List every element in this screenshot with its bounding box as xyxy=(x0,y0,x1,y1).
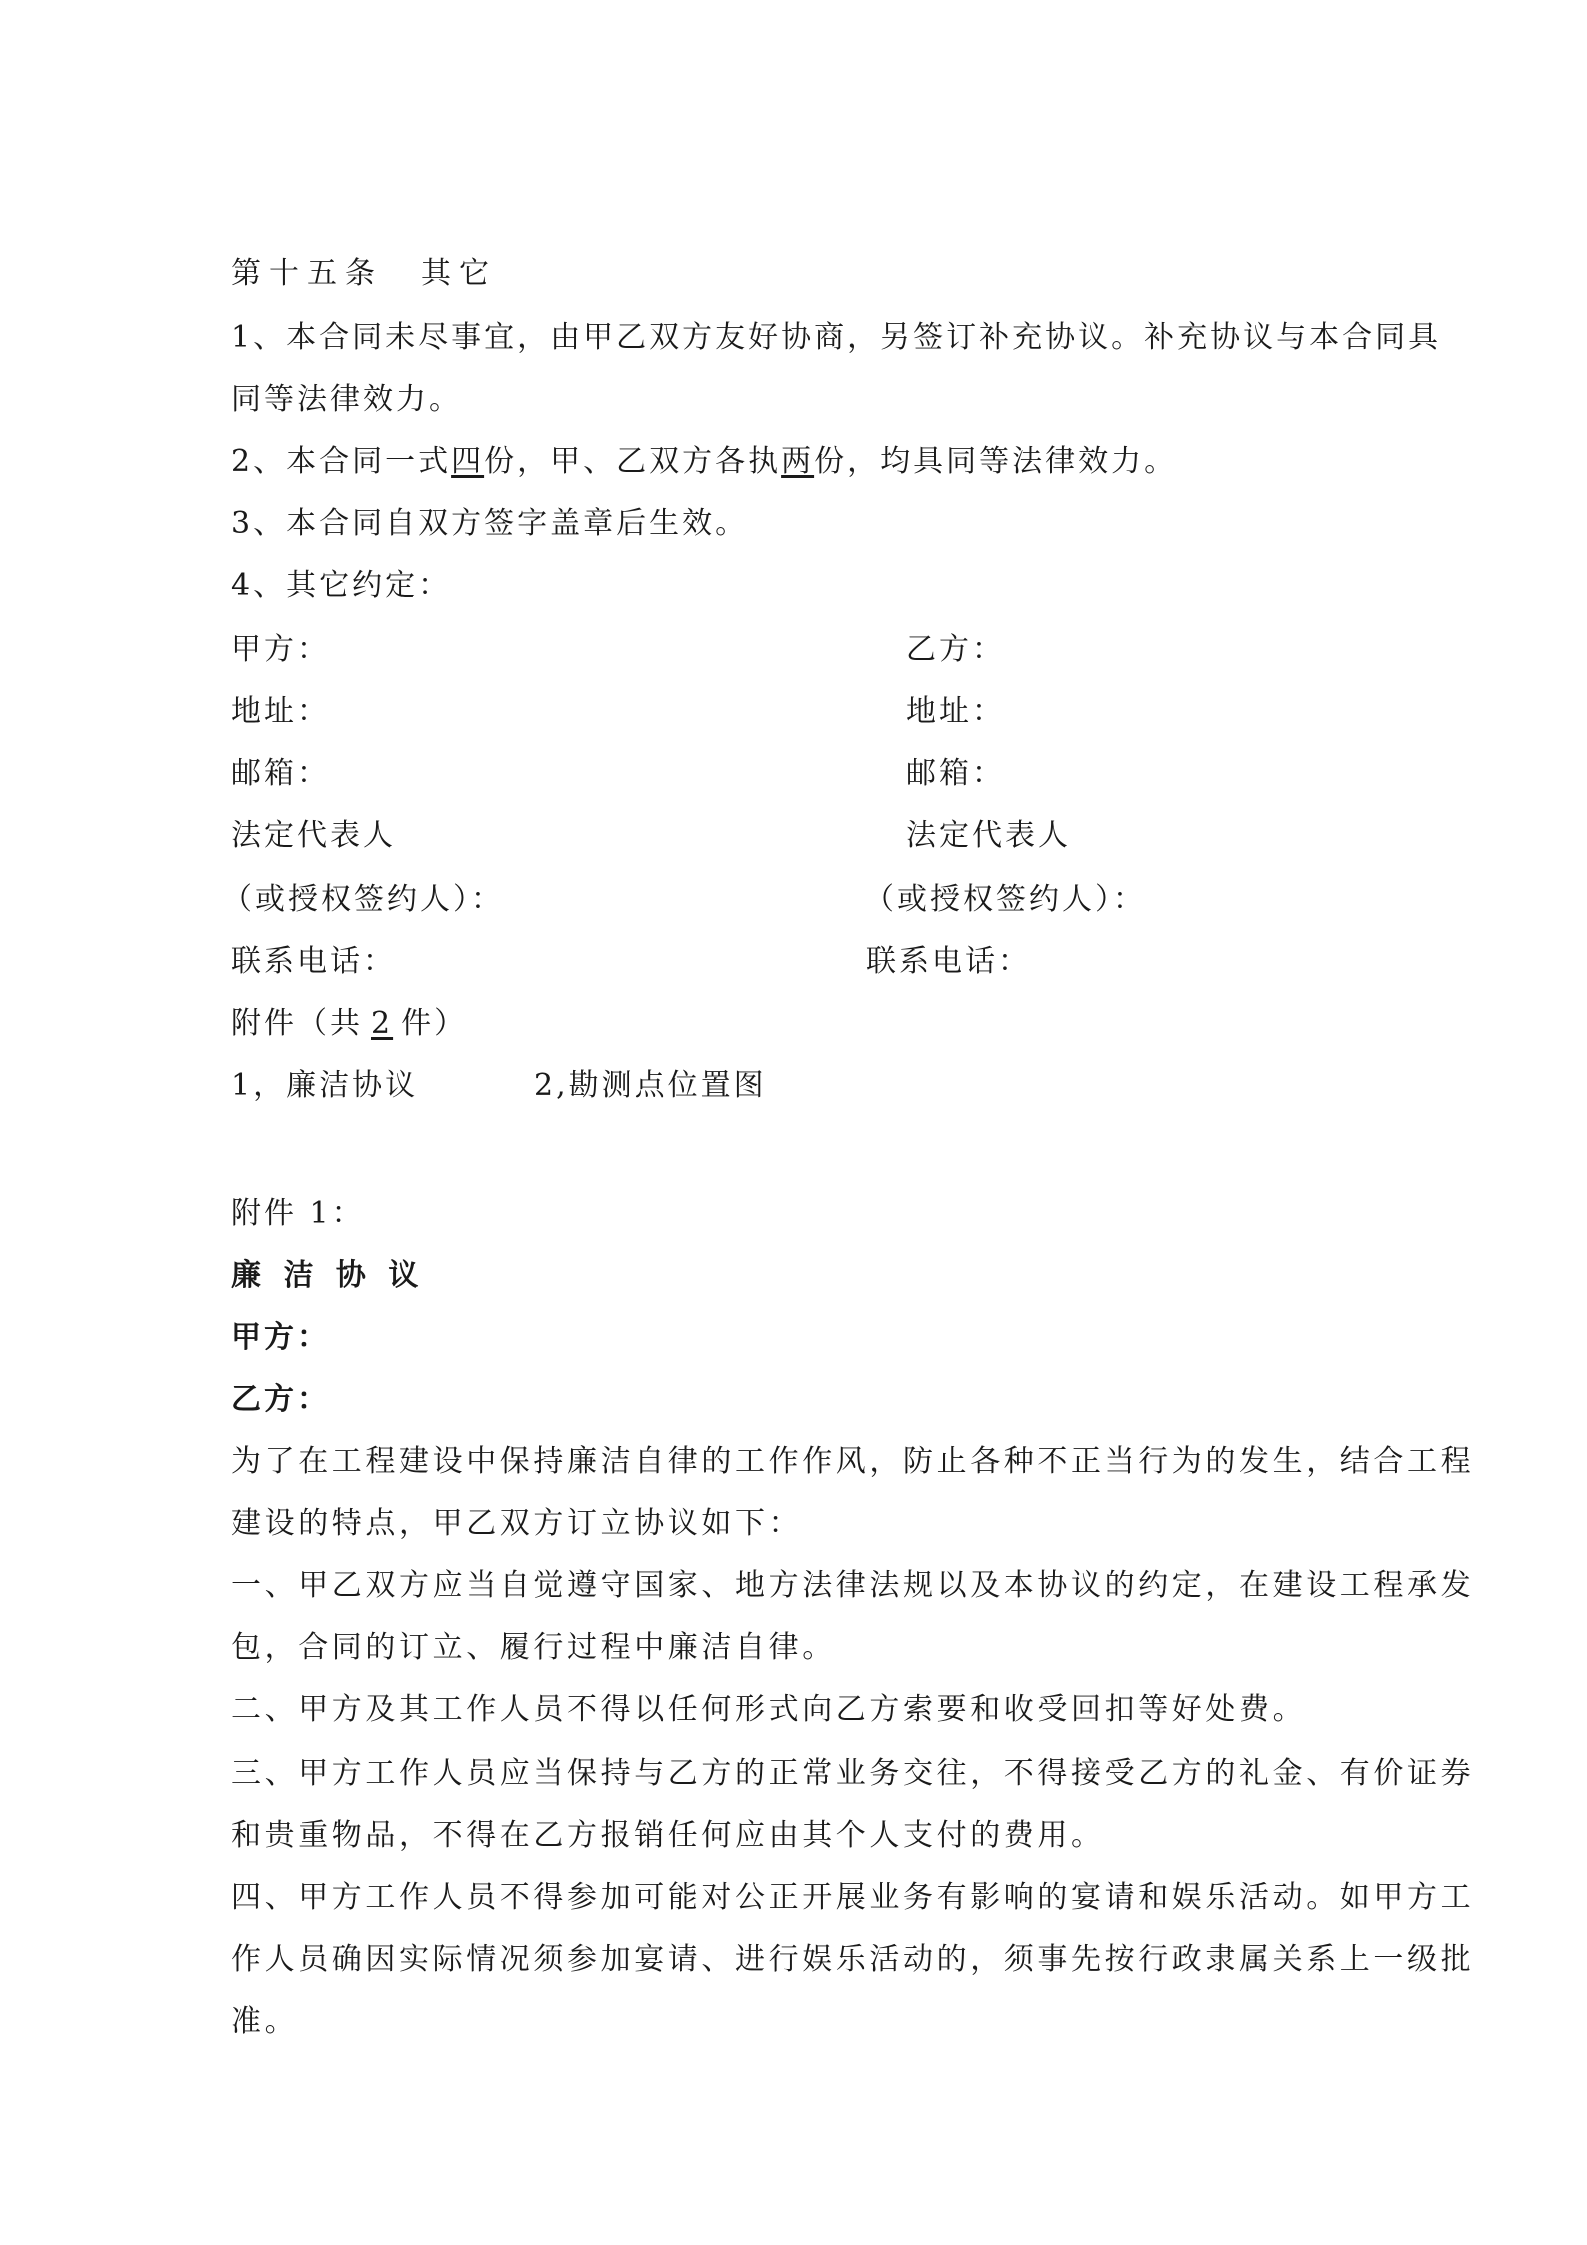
attachments-label-a: 附件（共 xyxy=(231,1006,363,1041)
copies-each: 两 xyxy=(781,444,815,479)
annex-clause-3-line-1: 三、甲方工作人员应当保持与乙方的正常业务交往，不得接受乙方的礼金、有价证券 xyxy=(231,1756,1475,1791)
clause-1-line-2: 同等法律效力。 xyxy=(231,382,462,417)
annex-intro-line-1: 为了在工程建设中保持廉洁自律的工作作风，防止各种不正当行为的发生，结合工程 xyxy=(231,1444,1475,1479)
attachment-item-1: 1，廉洁协议 xyxy=(231,1068,419,1103)
annex-clause-1-line-2: 包，合同的订立、履行过程中廉洁自律。 xyxy=(231,1630,836,1665)
attachments-count: 2 xyxy=(371,1006,394,1041)
clause-3: 3、本合同自双方签字盖章后生效。 xyxy=(231,506,749,541)
authorized-b-label: （或授权签约人）： xyxy=(864,882,1146,917)
address-b-label: 地址： xyxy=(906,694,1005,729)
clause-2-part-b: 份，甲、乙双方各执 xyxy=(484,444,782,479)
article-title: 其它 xyxy=(421,256,497,291)
annex-party-a: 甲方： xyxy=(231,1320,330,1355)
annex-intro-line-2: 建设的特点，甲乙双方订立协议如下： xyxy=(231,1506,803,1541)
representative-b-label: 法定代表人 xyxy=(906,818,1071,853)
representative-a-label: 法定代表人 xyxy=(231,818,396,853)
clause-2-part-c: 份，均具同等法律效力。 xyxy=(814,444,1178,479)
attachments-label-b: 件） xyxy=(401,1006,468,1041)
copies-total: 四 xyxy=(451,444,485,479)
email-a-label: 邮箱： xyxy=(231,756,330,791)
annex-clause-1-line-1: 一、甲乙双方应当自觉遵守国家、地方法律法规以及本协议的约定，在建设工程承发 xyxy=(231,1568,1475,1603)
address-a-label: 地址： xyxy=(231,694,330,729)
phone-a-label: 联系电话： xyxy=(231,944,396,979)
annex-title: 廉 洁 协 议 xyxy=(231,1258,425,1293)
attachments-line xyxy=(231,1006,467,1042)
annex-clause-4-line-1: 四、甲方工作人员不得参加可能对公正开展业务有影响的宴请和娱乐活动。如甲方工 xyxy=(231,1880,1475,1915)
clause-2 xyxy=(231,444,1177,480)
email-b-label: 邮箱： xyxy=(906,756,1005,791)
phone-b-label: 联系电话： xyxy=(866,944,1031,979)
attachment-item-2: 2,勘测点位置图 xyxy=(534,1068,767,1103)
article-number: 第十五条 xyxy=(231,256,383,291)
clause-1-line-1: 1、本合同未尽事宜，由甲乙双方友好协商，另签订补充协议。补充协议与本合同具 xyxy=(231,320,1442,355)
party-a-label: 甲方： xyxy=(231,632,330,667)
annex-clause-4-line-3: 准。 xyxy=(231,2004,299,2039)
authorized-a-label: （或授权签约人）： xyxy=(222,882,504,917)
annex-clause-4-line-2: 作人员确因实际情况须参加宴请、进行娱乐活动的，须事先按行政隶属关系上一级批 xyxy=(231,1942,1475,1977)
clause-2-part-a: 2、本合同一式 xyxy=(231,444,452,479)
annex-clause-3-line-2: 和贵重物品，不得在乙方报销任何应由其个人支付的费用。 xyxy=(231,1818,1105,1853)
party-b-label: 乙方： xyxy=(906,632,1005,667)
annex-party-b: 乙方： xyxy=(231,1382,330,1417)
article-heading xyxy=(231,256,497,292)
clause-4: 4、其它约定： xyxy=(231,568,452,603)
annex-label: 附件 1： xyxy=(231,1196,365,1231)
annex-clause-2: 二、甲方及其工作人员不得以任何形式向乙方索要和收受回扣等好处费。 xyxy=(231,1692,1307,1727)
